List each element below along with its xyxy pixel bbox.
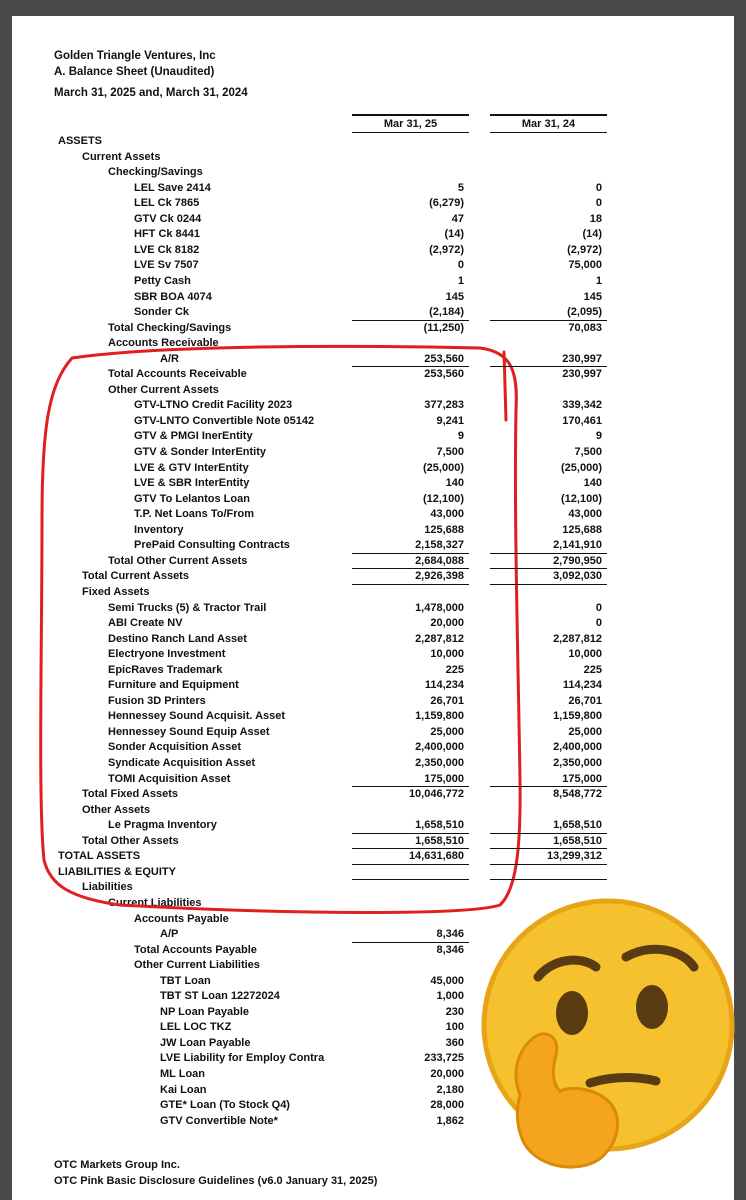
row-label: HFT Ck 8441 [134, 228, 201, 241]
value-mar-2025: (12,100) [423, 492, 464, 505]
value-mar-2024: (25,000) [561, 461, 602, 474]
value-mar-2024: 0 [595, 181, 602, 194]
row-label: Syndicate Acquisition Asset [108, 757, 256, 769]
red-marker-tick [504, 352, 506, 420]
row-label: JW Loan Payable [160, 1036, 251, 1049]
value-mar-2024: 0 [595, 197, 602, 210]
subtotal-rule [352, 848, 469, 849]
row-label: Inventory [134, 523, 184, 536]
value-mar-2025: 377,283 [424, 399, 464, 412]
value-mar-2024: 13,299,312 [546, 850, 602, 863]
value-mar-2025: 233,725 [424, 1052, 464, 1065]
row-label: PrePaid Consulting Contracts [134, 539, 290, 552]
value-mar-2025: 9,241 [436, 414, 464, 427]
row-label: GTV-LTNO Credit Facility 2023 [134, 399, 293, 412]
red-marker-circle [41, 346, 520, 912]
value-mar-2024: 230,997 [562, 368, 602, 381]
subtotal-rule [352, 879, 469, 880]
row-label: Current Assets [82, 150, 161, 163]
value-mar-2025: 1,658,510 [415, 819, 464, 832]
row-label: Other Current Assets [108, 383, 219, 396]
row-label: Other Assets [82, 803, 151, 816]
value-mar-2025: 253,560 [424, 352, 464, 365]
value-mar-2025: 0 [457, 259, 464, 272]
subtotal-rule [352, 320, 469, 321]
value-mar-2025: 2,926,398 [415, 570, 464, 583]
row-label: GTE* Loan (To Stock Q4) [160, 1099, 290, 1112]
value-mar-2025: 25,000 [430, 725, 464, 738]
row-label: ABI Create NV [108, 617, 183, 630]
subtotal-rule [490, 864, 607, 865]
row-label: A/P [160, 928, 179, 941]
row-label: EpicRaves Trademark [108, 663, 223, 676]
value-mar-2025: 1 [457, 274, 464, 287]
value-mar-2024: 2,287,812 [553, 632, 602, 645]
row-label: SBR BOA 4074 [134, 290, 212, 303]
subtotal-rule [490, 584, 607, 585]
value-mar-2024: 25,000 [568, 725, 602, 738]
row-label: ML Loan [160, 1068, 206, 1080]
row-label: Total Accounts Payable [134, 943, 257, 956]
subtotal-rule [490, 879, 607, 880]
row-label: TBT Loan [160, 974, 211, 987]
value-mar-2025: 1,478,000 [415, 601, 464, 614]
value-mar-2024: 18 [589, 212, 602, 225]
value-mar-2025: 2,180 [436, 1083, 464, 1096]
row-label: Semi Trucks (5) & Tractor Trail [108, 601, 267, 614]
row-label: LEL Ck 7865 [134, 197, 200, 210]
value-mar-2025: 20,000 [430, 1068, 464, 1080]
thinking-face-icon [484, 901, 732, 1167]
row-label: A/R [160, 352, 179, 365]
row-label: Total Other Assets [82, 834, 179, 847]
subtotal-rule [490, 320, 607, 321]
row-label: TOTAL ASSETS [58, 850, 141, 863]
value-mar-2024: 225 [583, 663, 602, 676]
row-label: LEL Save 2414 [134, 181, 211, 194]
row-label: LVE Ck 8182 [134, 243, 200, 256]
value-mar-2025: 10,046,772 [408, 788, 464, 801]
row-label: Checking/Savings [108, 166, 203, 179]
footer-guidelines: OTC Pink Basic Disclosure Guidelines (v6.0 January 31, 2025) [54, 1175, 378, 1187]
value-mar-2024: 2,350,000 [553, 757, 602, 769]
value-mar-2025: 14,631,680 [408, 850, 464, 863]
footer-publisher: OTC Markets Group Inc. [54, 1159, 180, 1171]
value-mar-2025: (11,250) [423, 321, 464, 334]
row-label: GTV & Sonder InterEntity [134, 446, 267, 458]
subtotal-rule [352, 864, 469, 865]
subtotal-rule [352, 568, 469, 569]
subtotal-rule [352, 833, 469, 834]
row-label: Current Liabilities [108, 896, 202, 909]
subtotal-rule [352, 366, 469, 367]
value-mar-2025: 1,000 [436, 990, 464, 1003]
value-mar-2025: 175,000 [424, 772, 464, 785]
value-mar-2024: (2,972) [567, 243, 602, 256]
value-mar-2024: 26,701 [568, 694, 602, 707]
row-label: Destino Ranch Land Asset [108, 632, 247, 645]
row-label: Furniture and Equipment [108, 679, 239, 692]
row-label: Kai Loan [160, 1083, 207, 1096]
value-mar-2025: 2,400,000 [415, 741, 464, 754]
row-label: Liabilities [82, 881, 133, 894]
value-mar-2024: 170,461 [562, 414, 602, 427]
column-header-mar-2025: Mar 31, 25 [383, 118, 438, 130]
value-mar-2025: 5 [457, 181, 464, 194]
row-label: Fusion 3D Printers [108, 694, 206, 707]
value-mar-2024: 1,658,510 [553, 819, 602, 832]
value-mar-2025: 230 [445, 1005, 464, 1018]
row-label: NP Loan Payable [160, 1005, 250, 1018]
row-label: T.P. Net Loans To/From [134, 508, 254, 521]
subtotal-rule [352, 584, 469, 585]
value-mar-2024: 114,234 [562, 679, 602, 692]
statement-title: A. Balance Sheet (Unaudited) [54, 66, 215, 78]
row-label: GTV Convertible Note* [160, 1114, 278, 1127]
value-mar-2025: (2,972) [429, 243, 464, 256]
value-mar-2024: 230,997 [562, 352, 602, 365]
value-mar-2024: (12,100) [561, 492, 602, 505]
row-label: Le Pragma Inventory [108, 819, 217, 832]
row-label: Sonder Ck [134, 306, 190, 319]
value-mar-2025: 125,688 [424, 523, 464, 536]
value-mar-2025: 2,684,088 [415, 554, 464, 567]
row-label: GTV & PMGI InerEntity [134, 430, 253, 443]
row-label: TBT ST Loan 12272024 [160, 990, 280, 1003]
value-mar-2024: (14) [582, 228, 602, 241]
row-label: Fixed Assets [82, 585, 150, 598]
value-mar-2025: 360 [445, 1036, 464, 1049]
row-label: LIABILITIES & EQUITY [58, 865, 176, 878]
row-label: Hennessey Sound Acquisit. Asset [108, 710, 286, 723]
value-mar-2024: 70,083 [568, 321, 602, 334]
value-mar-2024: 339,342 [562, 399, 602, 412]
row-label: LVE & GTV InterEntity [134, 461, 249, 474]
value-mar-2025: 8,346 [436, 928, 464, 941]
row-label: ASSETS [58, 135, 103, 147]
row-label: GTV-LNTO Convertible Note 05142 [134, 414, 315, 427]
value-mar-2025: 2,158,327 [415, 539, 464, 552]
subtotal-rule [352, 942, 469, 943]
value-mar-2024: 7,500 [574, 446, 602, 458]
value-mar-2025: 2,350,000 [415, 757, 464, 769]
row-label: Petty Cash [134, 274, 191, 287]
subtotal-rule [490, 786, 607, 787]
subtotal-rule [490, 848, 607, 849]
value-mar-2025: 225 [445, 663, 464, 676]
row-label: Accounts Payable [134, 912, 229, 925]
row-label: Accounts Receivable [108, 337, 219, 350]
value-mar-2025: 26,701 [430, 694, 464, 707]
value-mar-2024: 1 [595, 274, 602, 287]
value-mar-2025: 28,000 [430, 1099, 464, 1112]
value-mar-2025: 9 [457, 430, 464, 443]
value-mar-2024: 3,092,030 [553, 570, 602, 583]
value-mar-2024: (2,095) [567, 306, 602, 319]
value-mar-2025: 7,500 [436, 446, 464, 458]
value-mar-2025: 1,862 [436, 1114, 464, 1127]
row-label: Total Fixed Assets [82, 788, 178, 801]
row-label: LVE Liability for Employ Contra [160, 1052, 325, 1065]
row-label: Electryone Investment [108, 648, 226, 661]
company-name: Golden Triangle Ventures, Inc [54, 50, 216, 62]
value-mar-2024: 1,159,800 [553, 710, 602, 723]
value-mar-2024: 140 [583, 477, 602, 490]
value-mar-2024: 8,548,772 [553, 788, 602, 801]
subtotal-rule [490, 568, 607, 569]
value-mar-2025: 43,000 [430, 508, 464, 521]
value-mar-2025: 140 [445, 477, 464, 490]
subtotal-rule [490, 833, 607, 834]
row-label: LVE & SBR InterEntity [134, 477, 250, 490]
value-mar-2024: 2,790,950 [553, 554, 602, 567]
row-label: TOMI Acquisition Asset [108, 772, 231, 785]
value-mar-2025: 20,000 [430, 617, 464, 630]
value-mar-2025: 8,346 [436, 943, 464, 956]
row-label: Total Current Assets [82, 570, 189, 583]
value-mar-2024: 75,000 [568, 259, 602, 272]
value-mar-2025: 145 [445, 290, 464, 303]
value-mar-2025: (2,184) [429, 306, 464, 319]
value-mar-2025: 100 [445, 1021, 464, 1034]
value-mar-2024: 0 [595, 617, 602, 630]
value-mar-2025: (6,279) [429, 197, 464, 210]
value-mar-2024: 0 [595, 601, 602, 614]
value-mar-2025: 253,560 [424, 368, 464, 381]
value-mar-2025: 114,234 [424, 679, 464, 692]
value-mar-2025: 2,287,812 [415, 632, 464, 645]
row-label: Sonder Acquisition Asset [108, 741, 242, 754]
statement-period: March 31, 2025 and, March 31, 2024 [54, 87, 248, 99]
column-header-mar-2024: Mar 31, 24 [521, 118, 576, 130]
subtotal-rule [352, 786, 469, 787]
value-mar-2025: 1,658,510 [415, 834, 464, 847]
row-label: GTV Ck 0244 [134, 212, 202, 225]
subtotal-rule [490, 366, 607, 367]
row-label: GTV To Lelantos Loan [134, 492, 250, 505]
value-mar-2025: 47 [451, 212, 464, 225]
row-label: Total Other Current Assets [108, 554, 248, 567]
subtotal-rule [490, 553, 607, 554]
row-label: LVE Sv 7507 [134, 259, 199, 272]
value-mar-2024: 125,688 [562, 523, 602, 536]
row-label: LEL LOC TKZ [160, 1021, 232, 1034]
value-mar-2025: 1,159,800 [415, 710, 464, 723]
value-mar-2024: 145 [583, 290, 602, 303]
value-mar-2025: (14) [444, 228, 464, 241]
subtotal-rule [352, 553, 469, 554]
value-mar-2024: 2,141,910 [553, 539, 602, 552]
row-label: Other Current Liabilities [134, 959, 260, 972]
value-mar-2024: 10,000 [568, 648, 602, 661]
row-label: Total Accounts Receivable [108, 368, 247, 381]
value-mar-2025: 45,000 [430, 974, 464, 987]
value-mar-2024: 1,658,510 [553, 834, 602, 847]
row-label: Total Checking/Savings [108, 321, 232, 334]
value-mar-2024: 2,400,000 [553, 741, 602, 754]
value-mar-2024: 9 [595, 430, 602, 443]
row-label: Hennessey Sound Equip Asset [108, 725, 270, 738]
value-mar-2025: (25,000) [423, 461, 464, 474]
value-mar-2024: 43,000 [568, 508, 602, 521]
value-mar-2024: 175,000 [562, 772, 602, 785]
value-mar-2025: 10,000 [430, 648, 464, 661]
